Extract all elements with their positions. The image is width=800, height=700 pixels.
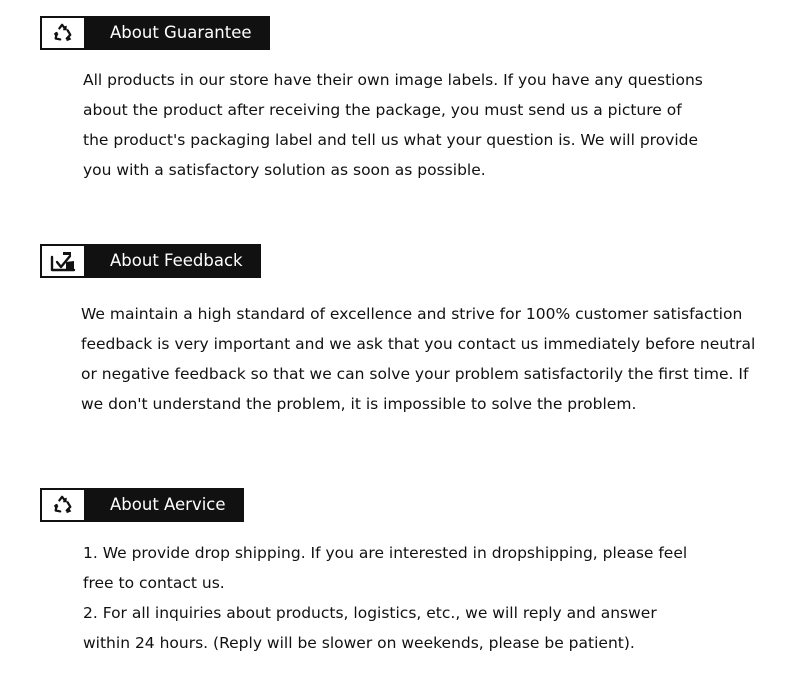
guarantee-header xyxy=(40,16,270,50)
text-line: or negative feedback so that we can solve your problem satisfactorily the first time. If xyxy=(81,365,749,383)
text-line: about the product after receiving the package, you must send us a picture of xyxy=(83,101,682,119)
text-line: within 24 hours. (Reply will be slower on weekends, please be patient). xyxy=(83,634,635,652)
recycle-icon xyxy=(40,488,86,522)
text-line: we don't understand the problem, it is impossible to solve the problem. xyxy=(81,395,637,413)
text-line: 1. We provide drop shipping. If you are interested in dropshipping, please feel xyxy=(83,544,688,562)
feedback-text xyxy=(81,299,755,419)
service-text xyxy=(83,538,687,658)
section-title-service: About Aervice xyxy=(86,488,244,522)
text-line: the product's packaging label and tell us what your question is. We will provide xyxy=(83,131,699,149)
text-line: We maintain a high standard of excellence and strive for 100% customer satisfaction xyxy=(81,305,743,323)
feedback-header xyxy=(40,244,261,278)
text-line: 2. For all inquiries about products, logistics, etc., we will reply and answer xyxy=(83,604,657,622)
recycle-icon xyxy=(40,16,86,50)
service-header xyxy=(40,488,244,522)
section-title-feedback: About Feedback xyxy=(86,244,261,278)
text-line: free to contact us. xyxy=(83,574,225,592)
text-line: All products in our store have their own image labels. If you have any questions xyxy=(83,71,703,89)
text-line: feedback is very important and we ask that you contact us immediately before neutral xyxy=(81,335,756,353)
guarantee-text xyxy=(83,65,703,185)
section-title-guarantee: About Guarantee xyxy=(86,16,270,50)
text-line: you with a satisfactory solution as soon as possible. xyxy=(83,161,486,179)
feedback-icon xyxy=(40,244,86,278)
